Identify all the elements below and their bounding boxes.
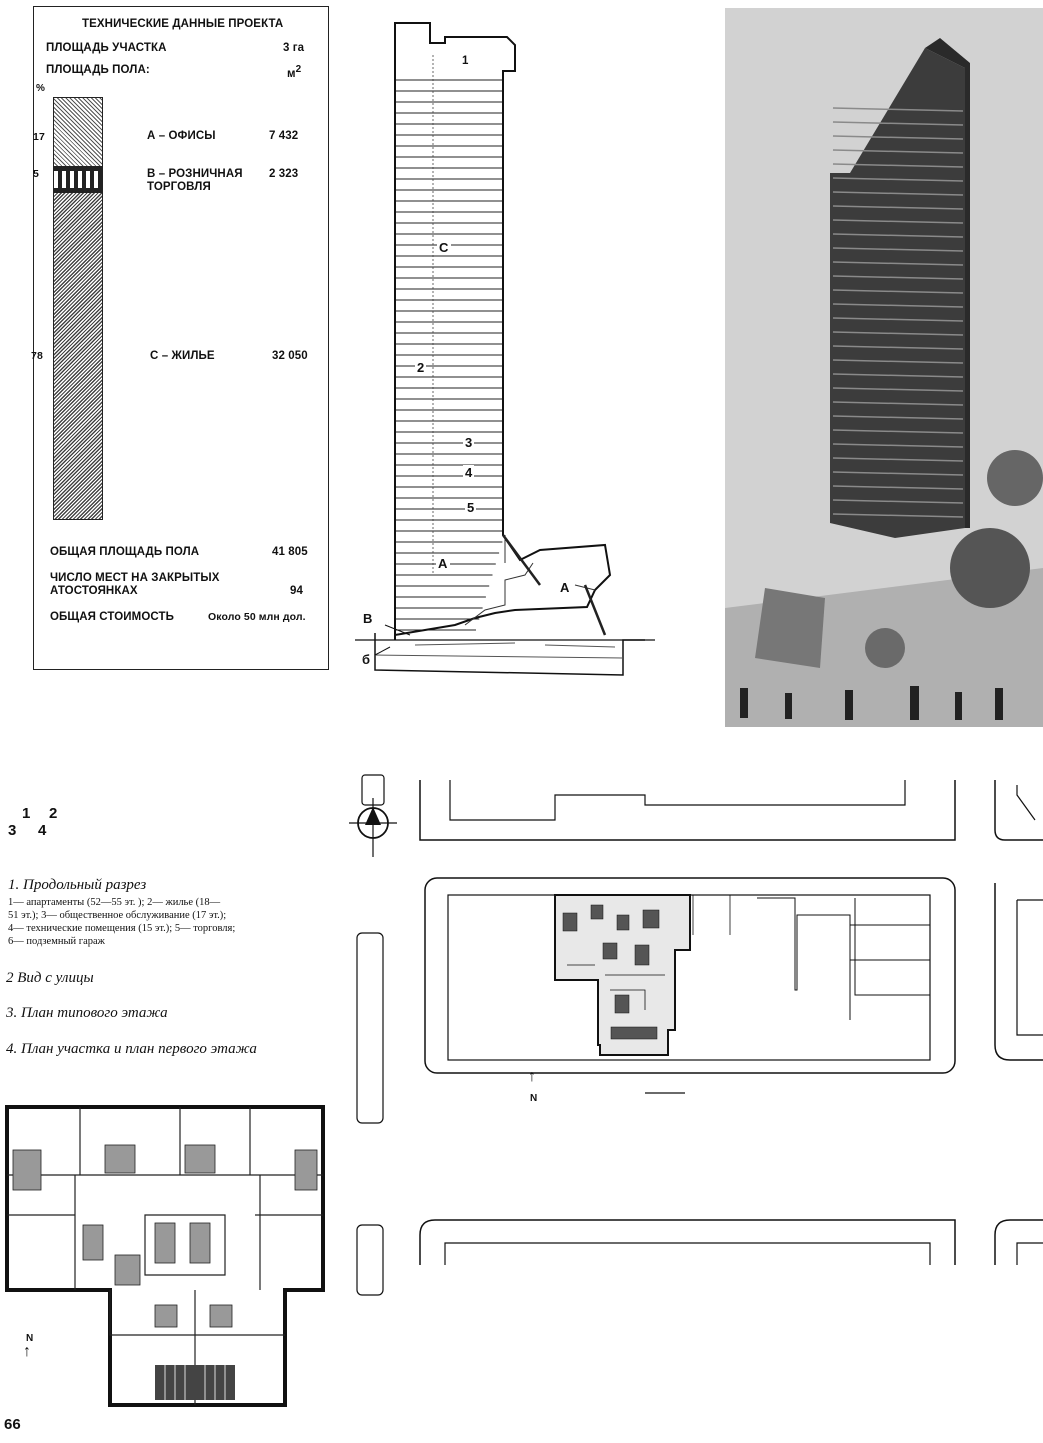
- site-area-label: ПЛОЩАДЬ УЧАСТКА: [46, 42, 167, 54]
- cost-label: ОБЩАЯ СТОИМОСТЬ: [50, 611, 174, 623]
- north-arrow-icon: ↑: [23, 1343, 31, 1360]
- caption-1-line-1: 1— апартаменты (52—55 эт. ); 2— жилье (18—: [8, 897, 221, 908]
- section-label-A2: А: [560, 580, 570, 595]
- percent-housing: 78: [31, 350, 43, 362]
- section-label-5: 5: [467, 500, 475, 515]
- building-footprint: [555, 895, 690, 1055]
- total-floor-label: ОБЩАЯ ПЛОЩАДЬ ПОЛА: [50, 546, 200, 558]
- north-compass-icon: [349, 798, 397, 857]
- label-offices: А – ОФИСЫ: [147, 130, 216, 142]
- label-retail: В – РОЗНИЧНАЯ: [147, 168, 243, 180]
- caption-4: 4. План участка и план первого этажа: [6, 1041, 257, 1057]
- percent-label: %: [36, 83, 45, 94]
- index-1: 1: [22, 805, 31, 822]
- panel-title: ТЕХНИЧЕСКИЕ ДАННЫЕ ПРОЕКТА: [82, 18, 284, 30]
- section-label-B: В: [363, 611, 373, 626]
- label-retail-2: ТОРГОВЛЯ: [147, 181, 211, 193]
- stack-segment-offices: [53, 97, 103, 167]
- value-offices: 7 432: [269, 130, 299, 142]
- index-4: 4: [38, 822, 47, 839]
- caption-1-line-4: 6— подземный гараж: [8, 936, 105, 947]
- section-label-2: 2: [417, 360, 425, 375]
- typical-floor-plan: [5, 1105, 327, 1410]
- site-plan: [345, 765, 1043, 1325]
- site-area-value: 3 га: [283, 42, 305, 54]
- parking-label-2: АТОСТОЯНКАХ: [50, 585, 138, 597]
- floor-area-label: ПЛОЩАДЬ ПОЛА:: [46, 64, 150, 76]
- parking-label-1: ЧИСЛО МЕСТ НА ЗАКРЫТЫХ: [50, 572, 220, 584]
- label-housing: С – ЖИЛЬЕ: [150, 350, 215, 362]
- percent-offices: 17: [33, 131, 45, 143]
- tower-outline: [395, 23, 610, 635]
- cost-value: Около 50 млн дол.: [208, 611, 306, 623]
- section-label-4: 4: [465, 465, 473, 480]
- section-label-3: 3: [465, 435, 473, 450]
- section-label-A1: А: [438, 556, 448, 571]
- street-view-photo: [725, 8, 1043, 727]
- section-label-1: 1: [462, 55, 469, 67]
- floor-lines: [395, 80, 503, 630]
- parking-value: 94: [290, 585, 303, 597]
- north-label-site: N: [530, 1093, 538, 1104]
- stack-segment-retail: [53, 167, 103, 192]
- caption-1-line-2: 51 эт.); 3— общественное обслуживание (17 эт.);: [8, 910, 227, 921]
- index-2: 2: [49, 805, 58, 822]
- value-retail: 2 323: [269, 168, 299, 180]
- north-label-plan: N: [26, 1333, 34, 1344]
- page-number: 66: [4, 1416, 21, 1433]
- caption-1-line-3: 4— технические помещения (15 эт.); 5— торговля;: [8, 923, 236, 934]
- total-floor-value: 41 805: [272, 546, 308, 558]
- floor-area-unit: $м^2$: [287, 64, 302, 80]
- stack-segment-housing: [53, 192, 103, 520]
- percent-retail: 5: [33, 168, 39, 180]
- value-housing: 32 050: [272, 350, 308, 362]
- longitudinal-section-drawing: [355, 15, 655, 680]
- section-label-6: б: [362, 652, 371, 667]
- caption-2: 2 Вид с улицы: [6, 970, 94, 986]
- podium-outline: [375, 633, 645, 675]
- caption-3: 3. План типового этажа: [6, 1005, 168, 1021]
- index-3: 3: [8, 822, 17, 839]
- north-arrow-site-icon: ↑: [528, 1068, 536, 1085]
- caption-1-title: 1. Продольный разрез: [8, 877, 147, 893]
- section-label-C: С: [439, 240, 449, 255]
